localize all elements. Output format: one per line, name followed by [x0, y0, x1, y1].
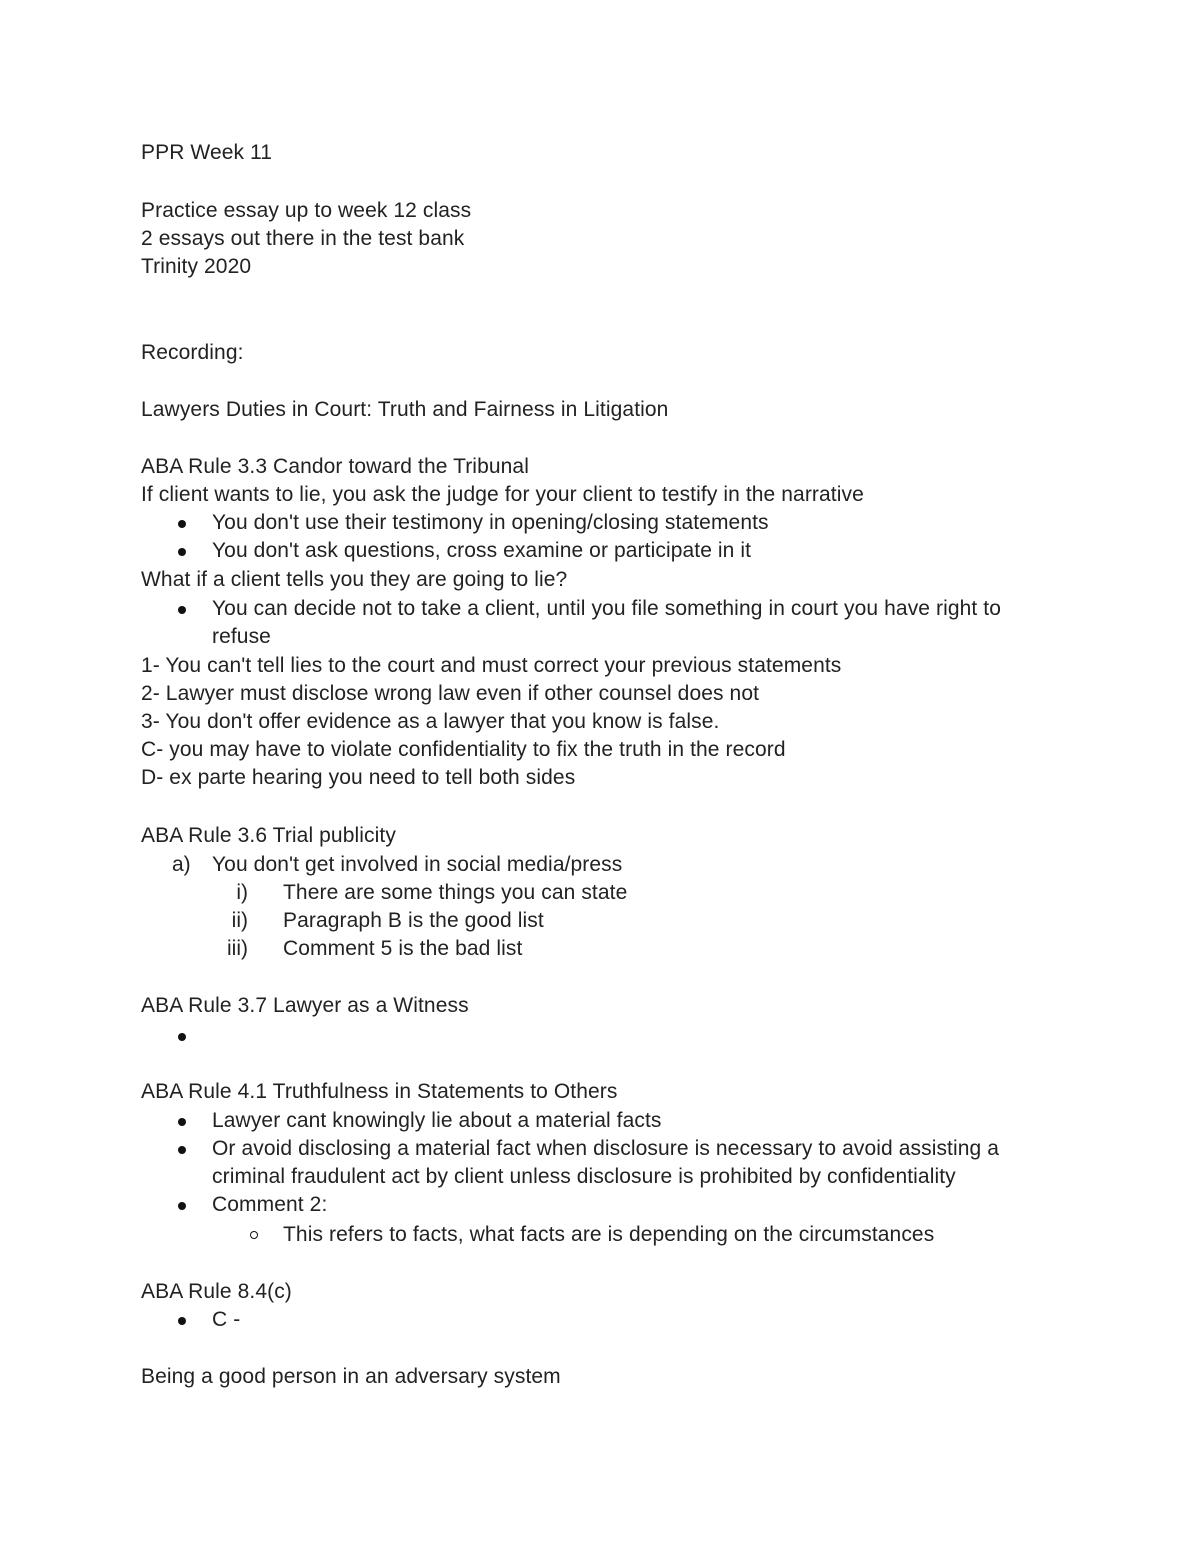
numbered-point: 2- Lawyer must disclose wrong law even if other counsel does not — [141, 682, 760, 705]
sub-bullet-item: This refers to facts, what facts are is depending on the circumstances — [283, 1223, 935, 1246]
sub-list-item: There are some things you can state — [283, 881, 628, 904]
numbered-point: 1- You can't tell lies to the court and must correct your previous statements — [141, 654, 842, 677]
bullet-icon — [178, 1146, 186, 1154]
document-title: PPR Week 11 — [141, 141, 273, 164]
bullet-icon — [178, 520, 186, 528]
recording-label: Recording: — [141, 341, 244, 364]
rule-3-6-heading: ABA Rule 3.6 Trial publicity — [141, 824, 396, 847]
numbered-point: D- ex parte hearing you need to tell both sides — [141, 766, 576, 789]
rule-3-7-heading: ABA Rule 3.7 Lawyer as a Witness — [141, 994, 469, 1017]
numbered-point: 3- You don't offer evidence as a lawyer that you know is false. — [141, 710, 720, 733]
bullet-item-continued: criminal fraudulent act by client unless disclosure is prohibited by confidentiality — [212, 1165, 956, 1188]
bullet-item: You can decide not to take a client, until you file something in court you have right to — [212, 597, 1002, 620]
bullet-item: You don't ask questions, cross examine or participate in it — [212, 539, 752, 562]
rule-3-3-line: What if a client tells you they are going to lie? — [141, 568, 568, 591]
bullet-item: Lawyer cant knowingly lie about a material facts — [212, 1109, 662, 1132]
bullet-item: You don't use their testimony in opening/closing statements — [212, 511, 769, 534]
list-item: You don't get involved in social media/press — [212, 853, 623, 876]
bullet-icon — [178, 1033, 186, 1041]
bullet-icon — [178, 1317, 186, 1325]
section-title: Lawyers Duties in Court: Truth and Fairness in Litigation — [141, 398, 669, 421]
numbered-point: C- you may have to violate confidentiality to fix the truth in the record — [141, 738, 786, 761]
list-marker: ii) — [231, 909, 248, 932]
intro-line: Trinity 2020 — [141, 255, 252, 278]
hollow-bullet-icon — [250, 1231, 258, 1239]
sub-list-item: Comment 5 is the bad list — [283, 937, 523, 960]
sub-list-item: Paragraph B is the good list — [283, 909, 544, 932]
bullet-item: Comment 2: — [212, 1193, 328, 1216]
list-marker: i) — [236, 881, 248, 904]
closing-line: Being a good person in an adversary system — [141, 1365, 561, 1388]
rule-3-3-heading: ABA Rule 3.3 Candor toward the Tribunal — [141, 455, 529, 478]
rule-4-1-heading: ABA Rule 4.1 Truthfulness in Statements to Others — [141, 1080, 618, 1103]
intro-line: Practice essay up to week 12 class — [141, 199, 472, 222]
bullet-item: Or avoid disclosing a material fact when disclosure is necessary to avoid assisting a — [212, 1137, 1000, 1160]
bullet-icon — [178, 1118, 186, 1126]
intro-line: 2 essays out there in the test bank — [141, 227, 465, 250]
bullet-icon — [178, 548, 186, 556]
bullet-item: C - — [212, 1308, 241, 1331]
rule-3-3-line: If client wants to lie, you ask the judge for your client to testify in the narrative — [141, 483, 864, 506]
list-marker: iii) — [227, 937, 248, 960]
bullet-item-continued: refuse — [212, 625, 271, 648]
rule-8-4-heading: ABA Rule 8.4(c) — [141, 1280, 292, 1303]
bullet-icon — [178, 1202, 186, 1210]
list-marker: a) — [172, 853, 191, 876]
bullet-icon — [178, 606, 186, 614]
